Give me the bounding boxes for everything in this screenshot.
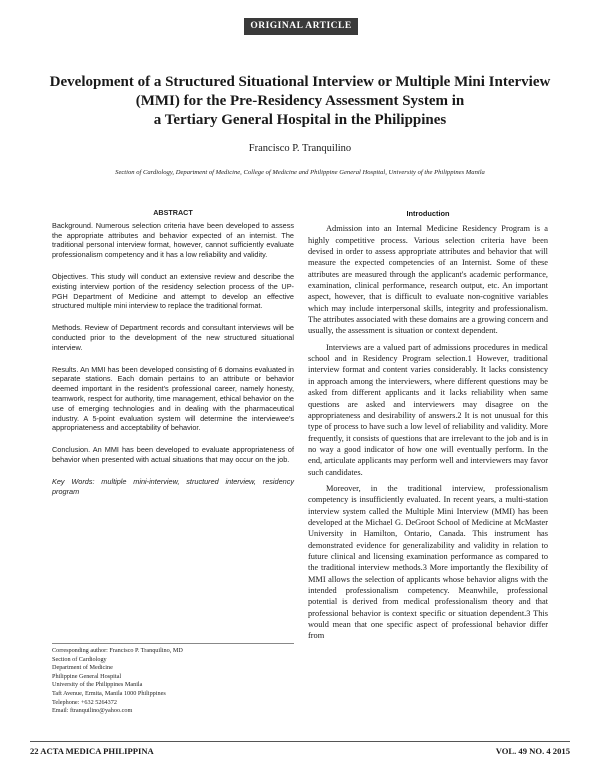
methods-text: Review of Department records and consultant interviews will be conducted prior to the development of the new structured situational interview. <box>52 323 294 352</box>
introduction-heading: Introduction <box>406 209 450 218</box>
conclusion-label: Conclusion. <box>52 445 91 455</box>
conclusion-text: An MMI has been developed to evaluate appropriateness of behavior when presented with actual situations that may occur on the job. <box>52 445 294 464</box>
abstract-background <box>52 221 294 260</box>
objectives-label: Objectives. <box>52 271 89 281</box>
intro-paragraph-1: Admission into an Internal Medicine Residency Program is a highly competitive process. Various selection criteria have been devised in order to assess appropriate attributes and behavior that will measure the expected competencies of an Internist. Some of these attributes are measured through the applicant's academic performance, examination, clinical performance, research output, etc. An important aspect, however, that is difficult to evaluate non-cognitive variables which may include interpersonal skills, integrity and professionalism. The attributes associated with these domains are a growing concern and usually, the assessment is situation or context dependent. <box>308 224 548 336</box>
correspondence-line: Department of Medicine <box>52 664 113 672</box>
abstract-objectives <box>52 272 294 311</box>
footer-journal: 22 ACTA MEDICA PHILIPPINA <box>30 746 154 756</box>
correspondence-line: University of the Philippines Manila <box>52 681 143 689</box>
footer-volume: VOL. 49 NO. 4 2015 <box>495 746 570 756</box>
intro-paragraph-3: Moreover, in the traditional interview, professionalism competency is insufficiently evaluated. In recent years, a multi-station interview system called the Multiple Mini Interview (MMI) has been developed at the Michael G. DeGroot School of Medicine at McMaster University in Hamilton, Ontario, Canada. This instrument has demonstrated evidence for generalizability and validity in relation to future clinical and licensing examination performance as compared to the traditional interview methods.3 More importantly the flexibility of MMI allows the selection of applicants whose behavior aligns with the intended professionalism competency. Meanwhile, professional potential is derived from medical professionalism theory and that professional behavior is context specific or situation dependent.3 This would mean that one specific aspect of professional behavior differ from <box>308 483 548 641</box>
correspondence-line: Philippine General Hospital <box>52 672 122 680</box>
article-title <box>40 73 560 130</box>
correspondence-line: Corresponding author: Francisco P. Tranquilino, MD <box>52 647 183 654</box>
article-type-banner: ORIGINAL ARTICLE <box>244 18 358 35</box>
title-line-2: (MMI) for the Pre-Residency Assessment System in <box>135 93 465 109</box>
abstract-methods <box>52 323 294 352</box>
abstract-column <box>52 208 294 508</box>
title-line-3: a Tertiary General Hospital in the Philippines <box>153 112 447 128</box>
abstract-results <box>52 365 294 434</box>
title-line-1: Development of a Structured Situational Interview or Multiple Mini Interview <box>49 74 551 90</box>
background-label: Background. <box>52 220 93 230</box>
correspondence-line: Taft Avenue, Ermita, Manila 1000 Philippines <box>52 689 166 697</box>
correspondence-line: Email: ftranquilino@yahoo.com <box>52 707 133 715</box>
results-text: An MMI has been developed consisting of 6 domains evaluated in separate stations. Each domain pertains to an attribute or behavior deemed important in the resident's professional career, namely honesty, teamwork, respect for authority, time management, ethical behavior on the use of emerging technologies and in dealing with the pharmaceutical industry. A 5-point evaluation system will determine the interviewee's appropriateness and acceptability of behavior. <box>52 364 294 433</box>
correspondence-line: Section of Cardiology <box>52 655 107 663</box>
objectives-text: This study will conduct an extensive review and describe the existing interview portion of the residency selection process of the UP-PGH Department of Medicine and attempt to develop an effective structured multiple mini interview to replace the traditional format. <box>52 271 294 311</box>
abstract-keywords <box>52 477 294 497</box>
author-affiliation: Section of Cardiology, Department of Medicine, College of Medicine and Philippine General Hospital, University of the Philippines Manila <box>115 169 485 176</box>
background-text: Numerous selection criteria have been developed to assess the appropriate attributes and behavior expected of an internist. The traditional personal interview format, however, cannot sufficiently evaluate professionalism competency and it has a low reliability and validity. <box>52 220 294 260</box>
abstract-heading: ABSTRACT <box>153 208 193 217</box>
keywords-label: Key Words: <box>52 476 95 486</box>
footer-divider <box>30 741 570 742</box>
intro-paragraph-2: Interviews are a valued part of admissions procedures in medical school and in Residency Program selection.1 However, traditional interview format and content varies considerably. It lacks consistency in approach among the interviewers, where different questions may be asked from different applicants and it lacks reliability when same questions are asked and interviewers may disagree on the appropriateness and desirability of answers.2 It is not unusual for this type of process to have such a low level of reliability and validity. More frequently, it consists of questions that are irrelevant to the job and is in no way a good indicator of how one will eventually perform. In the end, articulate applicants may perform well and interviewers may favor such candidates. <box>308 342 548 477</box>
introduction-column <box>308 208 548 647</box>
keywords-text: multiple mini-interview, structured interview, residency program <box>52 476 294 496</box>
author-name: Francisco P. Tranquilino <box>248 143 352 154</box>
results-label: Results. <box>52 364 79 374</box>
correspondence-block <box>52 643 294 716</box>
methods-label: Methods. <box>52 323 83 333</box>
correspondence-line: Telephone: +632 5264372 <box>52 698 117 706</box>
abstract-conclusion <box>52 445 294 465</box>
